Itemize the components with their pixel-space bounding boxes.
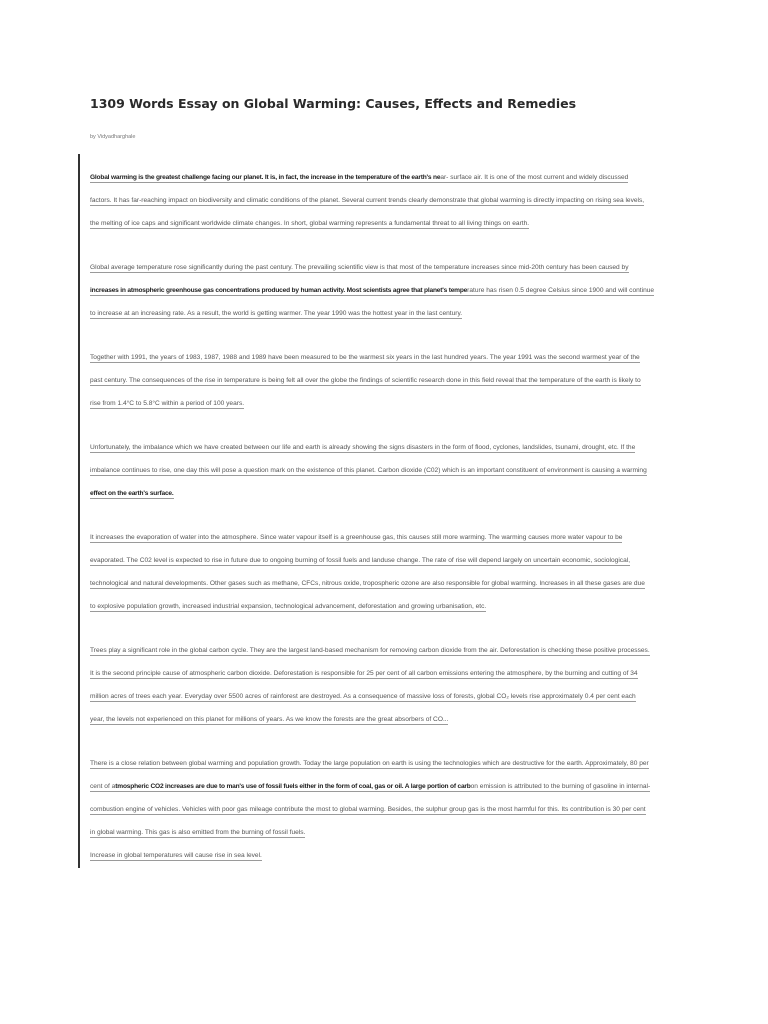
text-line-content [90, 489, 174, 499]
text-line [90, 389, 680, 412]
text-run: year, the levels not experienced on this planet for millions of years. As we know the forests are the great absorbers of CO... [90, 716, 449, 723]
text-line-content [90, 715, 448, 725]
author-byline: by Vidyadharghale [90, 134, 136, 140]
essay-paragraph [90, 636, 680, 728]
text-line-content [90, 669, 638, 679]
text-line-content [90, 219, 529, 229]
text-run: It increases the evaporation of water into the atmosphere. Since water vapour itself is a greenhouse gas, this causes still more warming. The warming causes more water vapour to be [90, 534, 623, 541]
text-run: Global average temperature rose significantly during the past century. The prevailing scientific view is that most of the temperature increases since mid-20th century has been caused by [90, 264, 629, 271]
text-line-content [90, 556, 630, 566]
text-line-content [90, 286, 654, 296]
text-line-content [90, 602, 486, 612]
text-run: Trees play a significant role in the global carbon cycle. They are the largest land-based mechanism for removing carbon dioxide from the air. Deforestation is checking these positive processes. [90, 647, 650, 654]
page-title: 1309 Words Essay on Global Warming: Causes, Effects and Remedies [90, 96, 577, 111]
bold-run: Global warming is the greatest challenge facing our planet. It is, in fact, the increase in the temperature of the earth's ne [90, 174, 441, 181]
text-run: technological and natural developments. Other gases such as methane, CFCs, nitrous oxide, tropospheric ozone are also responsible for global warming. Increases in all these gases are due [90, 580, 645, 587]
text-line [90, 592, 680, 615]
text-run: Unfortunately, the imbalance which we have created between our life and earth is already showing the signs disasters in the form of flood, cyclones, landslides, tsunami, drought, etc. If the [90, 444, 636, 451]
text-line-content [90, 399, 244, 409]
text-line [90, 456, 680, 479]
text-line [90, 523, 680, 546]
text-line [90, 209, 680, 232]
text-line-content [90, 805, 646, 815]
text-line [90, 299, 680, 322]
text-line-content [90, 353, 640, 363]
text-line [90, 795, 680, 818]
text-run: cent of a [90, 783, 116, 790]
text-run: evaporated. The C02 level is expected to rise in future due to ongoing burning of fossil fuels and landuse change. The rate of rise will depend largely on uncertain economic, sociological, [90, 557, 631, 564]
margin-rule [78, 154, 80, 868]
text-run: ar- surface air. It is one of the most current and widely discussed [440, 174, 629, 181]
bold-run: tmospheric CO2 increases are due to man's use of fossil fuels either in the form of coal, gas or oil. A large portion of carb [115, 783, 471, 790]
text-line [90, 659, 680, 682]
essay-paragraph [90, 749, 680, 864]
text-line [90, 253, 680, 276]
text-run: to explosive population growth, increased industrial expansion, technological advancement, deforestation and growing urbanisation, etc. [90, 603, 487, 610]
text-line-content [90, 309, 462, 319]
text-run: rise from 1.4°C to 5.8°C within a period of 100 years. [90, 400, 245, 407]
text-run: on emission is attributed to the burning of gasoline in internal- [470, 783, 651, 790]
text-line [90, 569, 680, 592]
text-line-content [90, 828, 305, 838]
text-run: in global warming. This gas is also emitted from the burning of fossil fuels. [90, 829, 306, 836]
text-run: rature has risen 0.5 degree Celsius since 1900 and will continue [467, 287, 655, 294]
text-line-content [90, 579, 645, 589]
text-line-content [90, 851, 262, 861]
text-run: to increase at an increasing rate. As a result, the world is getting warmer. The year 1990 was the hottest year in the last century. [90, 310, 463, 317]
essay-paragraph [90, 433, 680, 502]
text-line-content [90, 646, 650, 656]
essay-body [90, 163, 680, 864]
text-line [90, 276, 680, 299]
text-line-content [90, 466, 647, 476]
bold-run: effect on the earth's surface. [90, 490, 174, 497]
text-line-content [90, 173, 628, 183]
text-line [90, 841, 680, 864]
text-line-content [90, 782, 650, 792]
text-run: There is a close relation between global warming and population growth. Today the large population on earth is using the technologies which are destructive for the earth. Approximately, 80 per [90, 760, 649, 767]
text-line [90, 705, 680, 728]
text-run: imbalance continues to rise, one day this will pose a question mark on the existence of this planet. Carbon dioxide (C02) which is an important constituent of environment is causing a warming [90, 467, 647, 474]
text-line-content [90, 376, 641, 386]
text-line-content [90, 692, 636, 702]
text-run: combustion engine of vehicles. Vehicles with poor gas mileage contribute the most to global warming. Besides, the sulphur group gas is the most harmful for this. Its contribution is 30 per cent [90, 806, 646, 813]
text-line [90, 343, 680, 366]
text-line-content [90, 263, 629, 273]
text-line [90, 818, 680, 841]
text-run: million acres of trees each year. Everyday over 5500 acres of rainforest are destroyed. As a consequence of massive loss of forests, global CO₂ levels rise approximately 0.4 per cent each [90, 693, 636, 700]
text-line [90, 366, 680, 389]
text-line-content [90, 533, 622, 543]
text-line [90, 163, 680, 186]
text-line [90, 682, 680, 705]
bold-run: increases in atmospheric greenhouse gas concentrations produced by human activity. Most scientists agree that planet's tempe [90, 287, 468, 294]
text-run: the melting of ice caps and significant worldwide climate changes. In short, global warming represents a fundamental threat to all living things on earth. [90, 220, 530, 227]
text-run: Increase in global temperatures will cause rise in sea level. [90, 852, 262, 859]
text-line [90, 546, 680, 569]
essay-paragraph [90, 523, 680, 615]
text-line [90, 433, 680, 456]
text-line [90, 479, 680, 502]
essay-paragraph [90, 343, 680, 412]
text-run: It is the second principle cause of atmospheric carbon dioxide. Deforestation is responsible for 25 per cent of all carbon emissions entering the atmosphere, by the burning and cutting of 34 [90, 670, 638, 677]
essay-paragraph [90, 163, 680, 232]
text-line-content [90, 196, 644, 206]
text-line [90, 186, 680, 209]
text-run: Together with 1991, the years of 1983, 1987, 1988 and 1989 have been measured to be the warmest six years in the last hundred years. The year 1991 was the second warmest year of the [90, 354, 640, 361]
text-run: factors. It has far-reaching impact on biodiversity and climatic conditions of the planet. Several current trends clearly demonstrate that global warming is directly impacting on rising sea levels, [90, 197, 645, 204]
text-line-content [90, 759, 649, 769]
text-line [90, 772, 680, 795]
text-run: past century. The consequences of the rise in temperature is being felt all over the globe the findings of scientific research done in this field reveal that the temperature of the earth is likely to [90, 377, 641, 384]
essay-paragraph [90, 253, 680, 322]
text-line-content [90, 443, 635, 453]
text-line [90, 636, 680, 659]
text-line [90, 749, 680, 772]
